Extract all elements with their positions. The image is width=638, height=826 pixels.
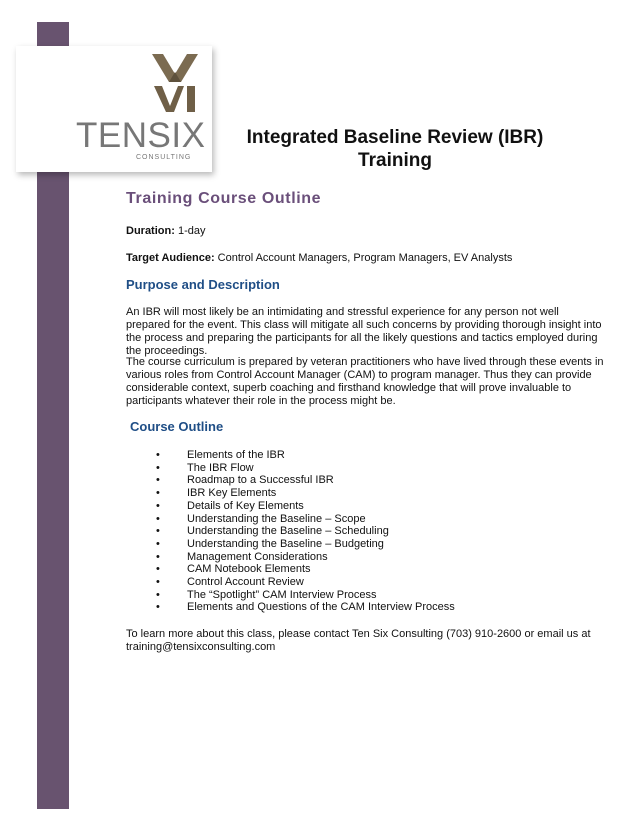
outline-item — [150, 474, 455, 487]
outline-item-label: Elements of the IBR — [187, 449, 285, 461]
course-outline-heading: Course Outline — [130, 419, 224, 434]
logo-wordmark: TENSIX — [76, 116, 206, 155]
bullet-icon: • — [156, 576, 160, 589]
outline-item — [150, 589, 455, 602]
xvi-logo-mark — [150, 48, 200, 114]
outline-item-label: CAM Notebook Elements — [187, 563, 311, 576]
outline-item-label: Elements and Questions of the CAM Interview Process — [187, 601, 455, 614]
contact-paragraph: To learn more about this class, please contact Ten Six Consulting (703) 910-2600 or email us at training@tensixconsulting.com — [126, 628, 591, 653]
company-logo — [16, 46, 212, 172]
outline-item — [150, 525, 455, 538]
title-line-1: Integrated Baseline Review (IBR) — [246, 127, 544, 148]
audience-value: Control Account Managers, Program Managers, EV Analysts — [214, 252, 513, 264]
document-title — [230, 126, 560, 172]
bullet-icon: • — [156, 563, 160, 576]
duration-label: Duration: — [126, 225, 175, 237]
outline-item-label: The “Spotlight” CAM Interview Process — [187, 588, 377, 601]
bullet-icon: • — [156, 601, 160, 614]
outline-item — [150, 551, 455, 564]
outline-item-label: Understanding the Baseline – Budgeting — [187, 537, 384, 550]
purpose-heading: Purpose and Description — [126, 277, 280, 292]
outline-item-label: Understanding the Baseline – Scheduling — [187, 525, 389, 538]
bullet-icon: • — [156, 461, 160, 474]
outline-item-label: The IBR Flow — [187, 461, 254, 474]
logo-subtitle: CONSULTING — [136, 154, 192, 161]
bullet-icon: • — [156, 449, 160, 461]
bullet-icon: • — [156, 512, 160, 525]
outline-item — [150, 462, 455, 475]
audience-line — [126, 251, 512, 265]
audience-label: Target Audience: — [126, 252, 215, 264]
bullet-icon: • — [156, 588, 160, 601]
outline-item-label: Details of Key Elements — [187, 499, 304, 512]
outline-item — [150, 601, 455, 614]
duration-value: 1-day — [174, 225, 206, 237]
title-line-2: Training — [358, 150, 432, 171]
bullet-icon: • — [156, 499, 160, 512]
purpose-paragraph-1: An IBR will most likely be an intimidating and stressful experience for any person not well prepared for the event. This class will mitigate all such concerns by providing thorough insight into the process and preparing the participants for all the likely questions and tactics employed during the proceedings. — [126, 306, 602, 357]
outline-item — [150, 487, 455, 500]
bullet-icon: • — [156, 550, 160, 563]
section-title: Training Course Outline — [126, 190, 322, 207]
duration-line — [126, 224, 205, 238]
outline-item-label: IBR Key Elements — [187, 487, 277, 500]
purpose-paragraph-2: The course curriculum is prepared by veteran practitioners who have lived through these events in various roles from Control Account Manager (CAM) to program manager. Thus they can provide considerable context, superb coaching and firsthand knowledge that will prove invaluable to participants whatever their role in the process might be. — [126, 356, 604, 407]
outline-item — [150, 449, 455, 462]
bullet-icon: • — [156, 537, 160, 550]
course-outline-list — [150, 449, 455, 614]
bullet-icon: • — [156, 487, 160, 500]
outline-item — [150, 513, 455, 526]
outline-item — [150, 576, 455, 589]
outline-item-label: Control Account Review — [187, 576, 304, 589]
outline-item — [150, 500, 455, 513]
outline-item-label: Roadmap to a Successful IBR — [187, 474, 334, 487]
bullet-icon: • — [156, 525, 160, 538]
outline-item-label: Understanding the Baseline – Scope — [187, 512, 366, 525]
bullet-icon: • — [156, 474, 160, 487]
outline-item — [150, 538, 455, 551]
outline-item — [150, 563, 455, 576]
outline-item-label: Management Considerations — [187, 550, 328, 563]
